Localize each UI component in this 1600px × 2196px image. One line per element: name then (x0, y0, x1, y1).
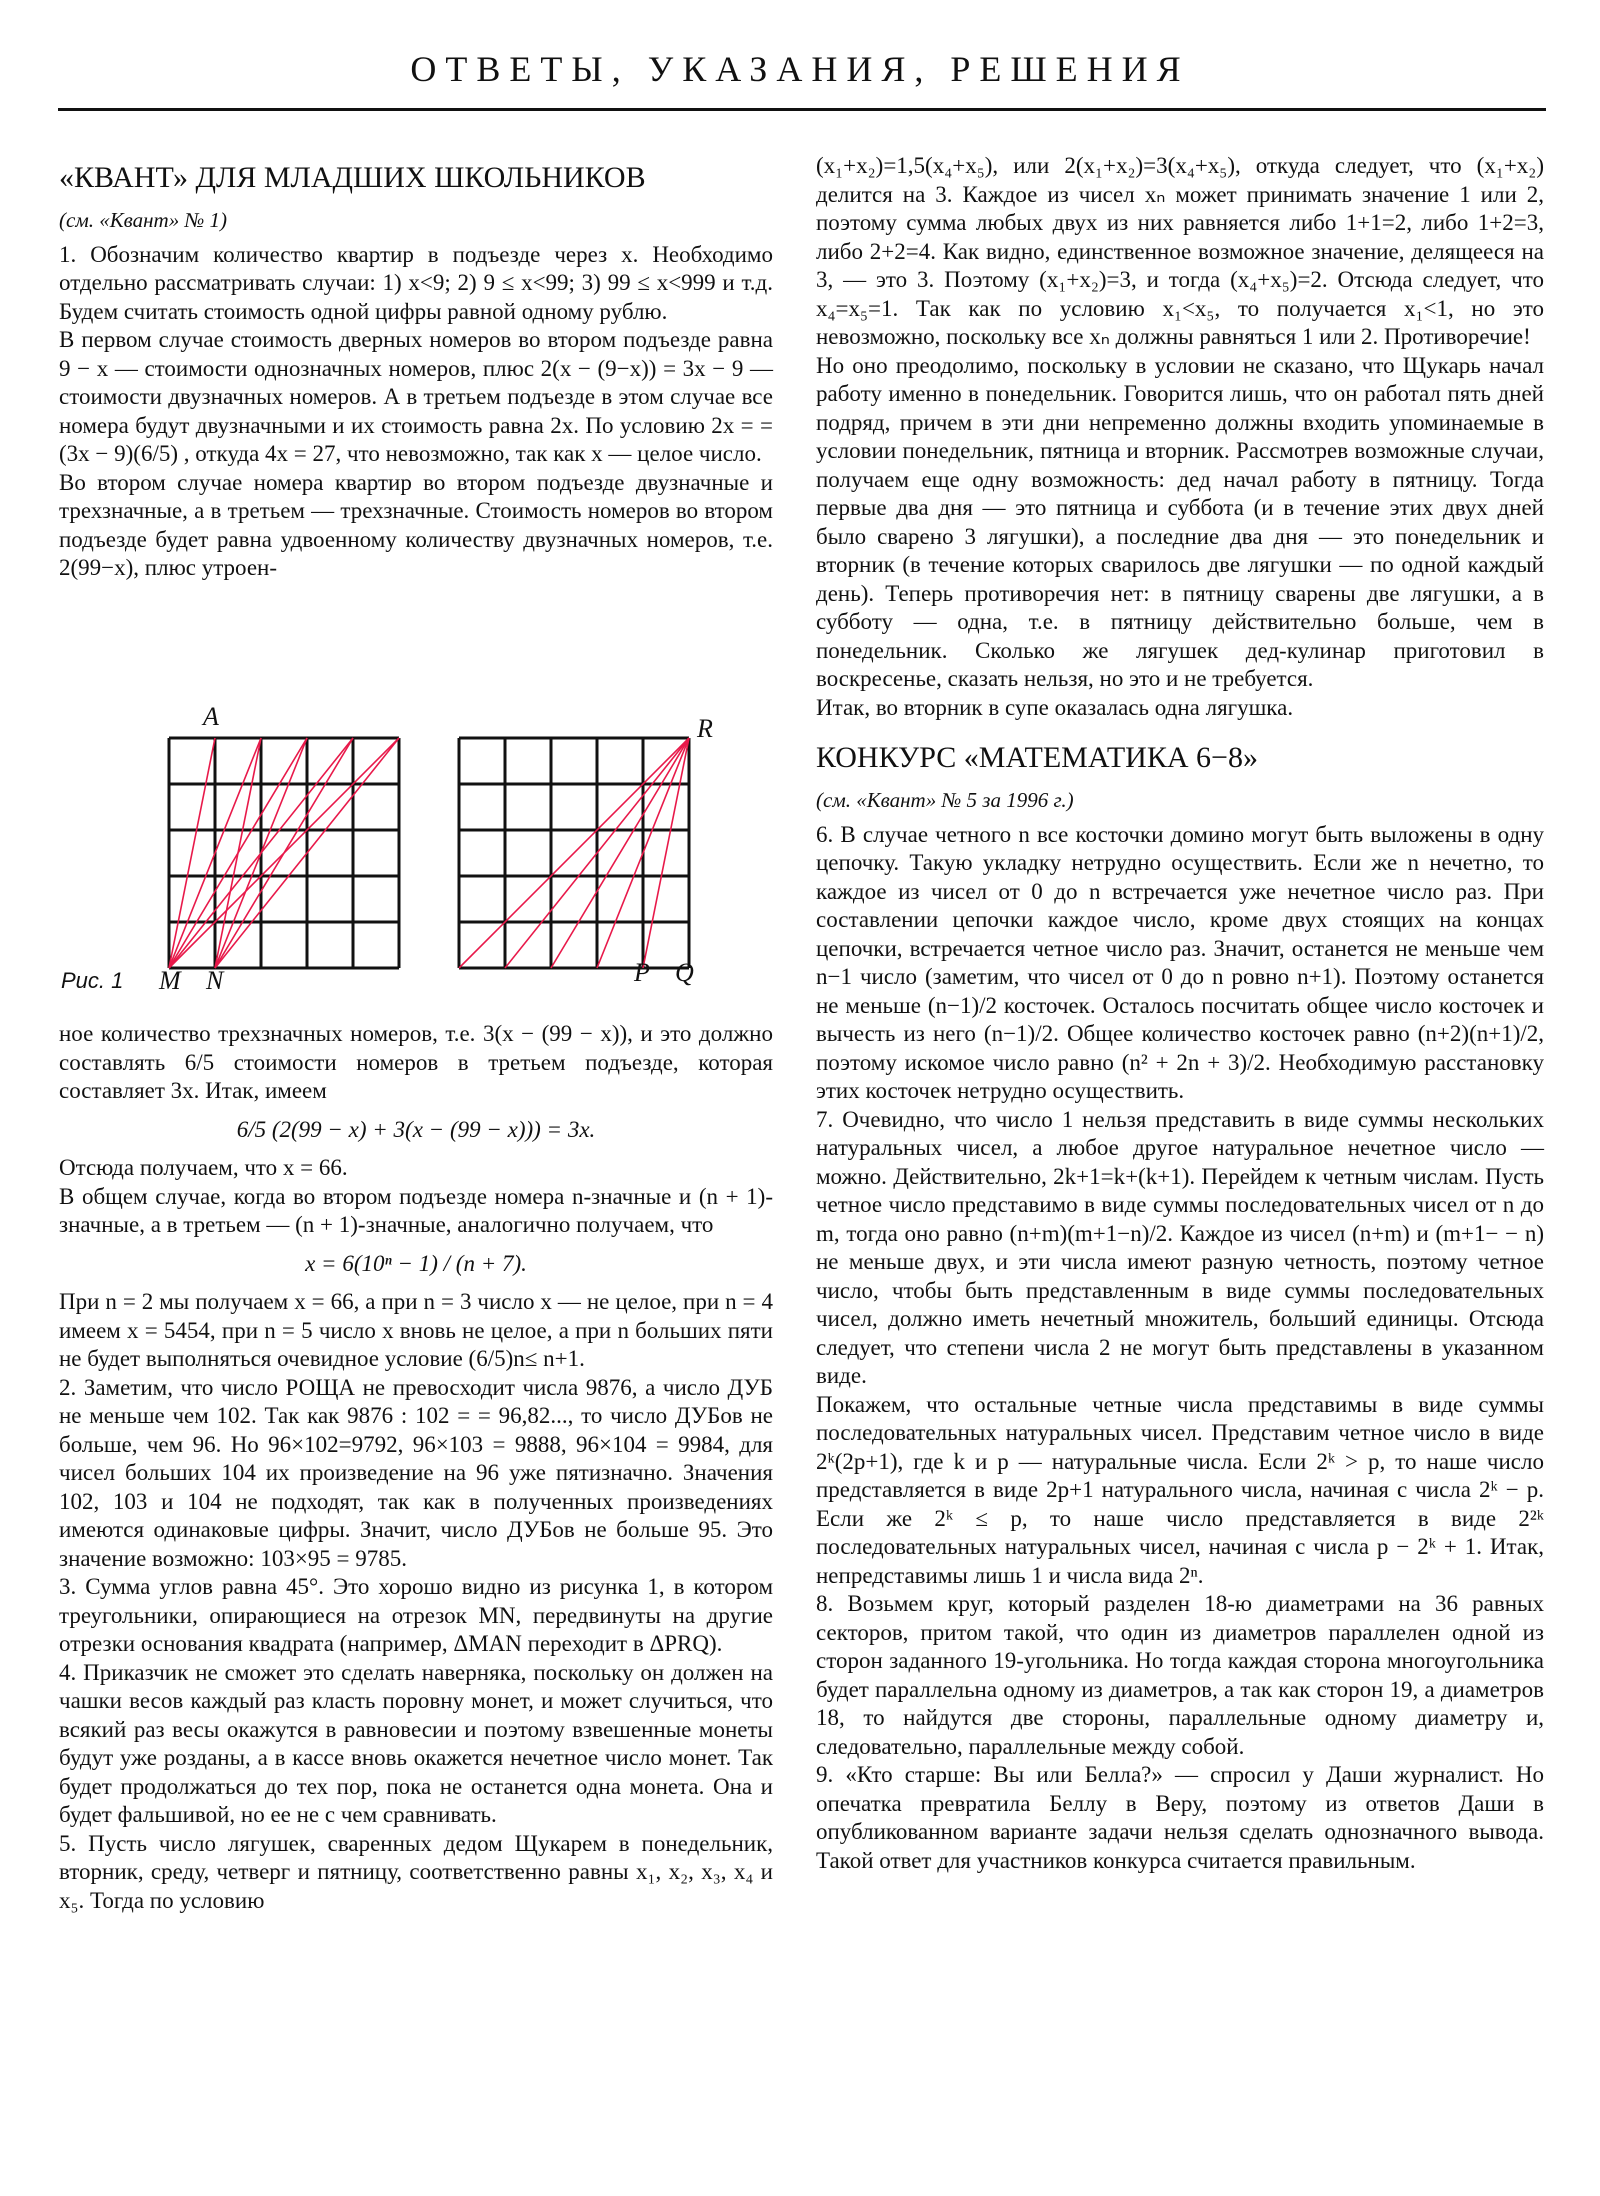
section-heading-kvant-juniors: «КВАНТ» ДЛЯ МЛАДШИХ ШКОЛЬНИКОВ (59, 161, 646, 194)
paragraph: 4. Приказчик не сможет это сделать наверняка, поскольку он должен на чашки весов каждый раз класть поровну монет, и может случиться, что всякий раз весы окажутся в равновесии и поэтому взвешенные монеты будут уже розданы, а в кассе вновь окажется нечетное число монет. Так будет продолжаться до тех пор, пока не останется одна монета. Она и будет фальшивой, но ее не с чем сравнивать. (59, 1659, 773, 1827)
segment-from-r (551, 738, 689, 968)
paragraph: При n = 2 мы получаем x = 66, а при n = 3 число x — не целое, при n = 4 имеем x = 5454, при n = 5 число x вновь не целое, а при n больших пяти не будет выполняться очевидное условие (6/5)n≤ n+1. (59, 1289, 773, 1371)
paragraph: 6. В случае четного n все косточки домино могут быть выложены в одну цепочку. Такую укладку нетрудно осуществить. Если же n нечетно, то каждое из чисел от 0 до n встречается уже нечетное число раз. При составлении цепочки каждое число, кроме двух стоящих на концах цепочки, встречается четное число раз. Значит, останется не меньше чем n−1 число (заметим, что чисел от 0 до n ровно n+1). Поэтому останется не меньше (n−1)/2 косточек. Осталось посчитать общее число косточек и вычесть из него (n−1)/2. Общее количество косточек равно (n+2)(n+1)/2, поэтому искомое число равно (n² + 2n + 3)/2. Необходимую расстановку этих косточек нетрудно осуществить. (816, 821, 1544, 1103)
paragraph: 9. «Кто старше: Вы или Белла?» — спросил у Даши журналист. Но опечатка превратила Беллу в Веру, поэтому из ответов Даши в опубликованном варианте задачи нельзя сделать однозначного вывода. Такой ответ для участников конкурса считается правильным. (816, 1762, 1544, 1873)
paragraph: 3. Сумма углов равна 45°. Это хорошо видно из рисунка 1, в котором треугольники, опирающиеся на отрезок MN, передвинуты на другие отрезки основания квадрата (например, ΔMAN переходит в ΔPRQ). (59, 1574, 773, 1656)
section-source: (см. «Квант» № 1) (59, 208, 228, 232)
label-r: R (697, 714, 713, 743)
label-p: P (634, 958, 650, 987)
section-heading-contest: КОНКУРС «МАТЕМАТИКА 6−8» (816, 741, 1258, 774)
paragraph: 2. Заметим, что число РОЩА не превосходит числа 9876, а число ДУБ не меньше чем 102. Так как 9876 : 102 = = 96,82..., то число ДУБов не больше, чем 96. Но 96×102=9792, 96×103 = 9888, 96×104 = 9984, для чисел больших 104 их произведение на 96 уже пятизначно. Значения 102, 103 и 104 не подходят, так как в полученных произведениях имеются одинаковые цифры. Значит, число ДУБов не больше 95. Это значение возможно: 103×95 = 9785. (59, 1374, 773, 1571)
paragraph: 7. Очевидно, что число 1 нельзя представить в виде суммы нескольких натуральных чисел, а любое другое натуральное нечетное число — можно. Действительно, 2k+1=k+(k+1). Перейдем к четным числам. Пусть четное число представимо в виде суммы последовательных чисел от n до m, тогда оно равно (n+m)(m+1−n)/2. Каждое из чисел (n+m) и (m+1− − n) не меньше двух, и эти числа имеют разную четность, поэтому четное число, чтобы быть представленным в виде суммы последовательных чисел, должно иметь нечетный множитель, больший единицы. Отсюда следует, что степени числа 2 не могут быть представлены в указанном виде. (816, 1106, 1544, 1388)
paragraph: 5. Пусть число лягушек, сваренных дедом Щукарем в понедельник, вторник, среду, четверг и пятницу, соответственно равны x₁, x₂, x₃, x₄ и x₅. Тогда по условию (59, 1830, 773, 1913)
left-column-bottom (59, 1020, 773, 1915)
segment-from-r (643, 738, 689, 968)
paragraph: Во втором случае номера квартир во втором подъезде двузначные и трехзначные, а в третьем — трехзначные. Стоимость номеров во втором подъезде будет равна удвоенному количеству двузначных номеров, т.е. 2(99−x), плюс утроен- (59, 469, 773, 580)
header-rule (58, 108, 1546, 111)
paragraph: Покажем, что остальные четные числа представимы в виде суммы последовательных натуральных чисел. Представим четное число в виде 2ᵏ(2p+1), где k и p — натуральные числа. Если 2ᵏ > p, то наше число представляется в виде 2p+1 натурального числа, начиная с числа 2ᵏ − p. Если же 2ᵏ ≤ p, то наше число представляется в виде 2²ᵏ последовательных натуральных чисел, начиная с числа p − 2ᵏ + 1. Итак, непредставимы лишь 1 и числа вида 2ⁿ. (816, 1391, 1544, 1588)
section-source: (см. «Квант» № 5 за 1996 г.) (816, 788, 1074, 812)
paragraph: В общем случае, когда во втором подъезде номера n-значные и (n + 1)-значные, а в третьем — (n + 1)-значные, аналогично получаем, что (59, 1183, 773, 1237)
formula-1: 6/5 (2(99 − x) + 3(x − (99 − x))) = 3x. (236, 1116, 596, 1142)
segment-from-n (215, 738, 261, 968)
paragraph: (x₁+x₂)=1,5(x₄+x₅), или 2(x₁+x₂)=3(x₄+x₅), откуда следует, что (x₁+x₂) делится на 3. Каждое из чисел xₙ может принимать значение 1 или 2, поэтому сумма любых двух из них равняется либо 1+1=2, либо 1+2=3, либо 2+2=4. Как видно, единственное возможное значение, делящееся на 3, — это 3. Поэтому (x₁+x₂)=3, и тогда (x₄+x₅)=2. Отсюда следует, что x₄=x₅=1. Так как по условию x₁<x₅, то получается x₁<1, но это невозможно, поскольку все xₙ должны равняться 1 или 2. Противоречие! (816, 153, 1544, 349)
figure-1 (59, 700, 773, 1010)
segment-from-m (169, 738, 215, 968)
paragraph: 1. Обозначим количество квартир в подъезде через x. Необходимо отдельно рассматривать случаи: 1) x<9; 2) 9 ≤ x<99; 3) 99 ≤ x<999 и т.д. Будем считать стоимость одной цифры равной одному рублю. (59, 241, 773, 324)
figure-grids (59, 700, 773, 1010)
paragraph: Отсюда получаем, что x = 66. (59, 1155, 348, 1180)
label-a: A (203, 702, 219, 731)
formula-2: x = 6(10ⁿ − 1) / (n + 7). (305, 1250, 527, 1276)
page-header: ОТВЕТЫ, УКАЗАНИЯ, РЕШЕНИЯ (410, 49, 1190, 89)
figure-caption: Рис. 1 (61, 968, 124, 993)
label-q: Q (675, 958, 694, 987)
paragraph: ное количество трехзначных номеров, т.е. 3(x − (99 − x)), и это должно составлять 6/5 стоимости номеров в третьем подъезде, которая составляет 3x. Итак, имеем (59, 1021, 773, 1103)
paragraph: Но оно преодолимо, поскольку в условии не сказано, что Щукарь начал работу именно в понедельник. Говорится лишь, что он работал пять дней подряд, причем в эти дни непременно должны входить упоминаемые в условии понедельник, пятница и вторник. Рассмотрев возможные случаи, получаем еще одну возможность: дед начал работу в пятницу. Тогда первые два дня — это пятница и суббота (и в течение этих двух дней было сварено 3 лягушки), а последние два дня — это понедельник и вторник (в течение которых сварилось две лягушки — по одной каждый день). Теперь противоречия нет: в пятницу сварены две лягушки, а в субботу — одна, т.е. в пятницу действительно больше, чем в понедельник. Сколько же лягушек дед-кулинар приготовил в воскресенье, сказать нельзя, но это и не требуется. (816, 352, 1544, 691)
left-column-top (59, 160, 773, 583)
label-m: M (159, 966, 181, 995)
label-n: N (206, 966, 224, 995)
segment-from-n (215, 738, 353, 968)
right-column (816, 152, 1544, 1875)
segment-from-r (459, 738, 689, 968)
paragraph: 8. Возьмем круг, который разделен 18-ю диаметрами на 36 равных секторов, притом такой, что один из диаметров параллелен одной из сторон заданного 19-угольника. Но тогда каждая сторона многоугольника будет параллельна одному из диаметров, а так как сторон 19, а диаметров 18, то найдутся две стороны, параллельные одному диаметру и, следовательно, параллельные между собой. (816, 1591, 1544, 1759)
paragraph: В первом случае стоимость дверных номеров во втором подъезде равна 9 − x — стоимости однозначных номеров, плюс 2(x − (9−x)) = 3x − 9 — стоимости двузначных номеров. А в третьем подъезде в этом случае все номера будут двузначными и их стоимость равна 2x. По условию 2x = = (3x − 9)(6/5) , откуда 4x = 27, что невозможно, так как x — целое число. (59, 327, 773, 466)
paragraph: Итак, во вторник в супе оказалась одна лягушка. (816, 694, 1294, 720)
